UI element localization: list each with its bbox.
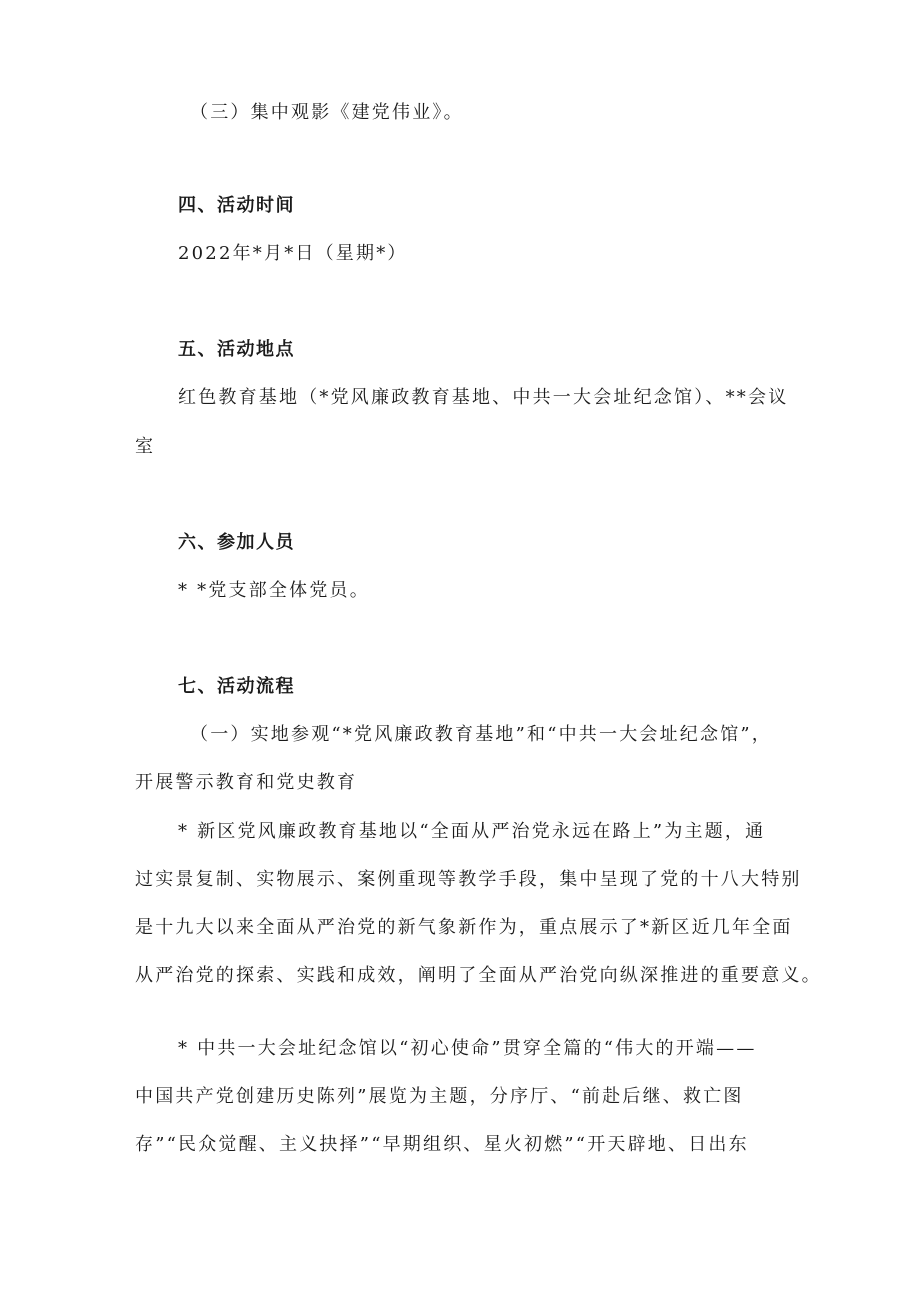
section-6-heading: 六、参加人员 [178, 532, 295, 553]
memorial-description-line-1: * 中共一大会址纪念馆以“初心使命”贯穿全篇的“伟大的开端—— [178, 1038, 757, 1059]
process-item-1-line-1: （一）实地参观“*党风廉政教育基地”和“中共一大会址纪念馆”， [190, 724, 773, 745]
base-description-line-4: 从严治党的探索、实践和成效，阐明了全面从严治党向纵深推进的重要意义。 [135, 965, 822, 986]
base-description-line-2: 过实景复制、实物展示、案例重现等教学手段，集中呈现了党的十八大特别 [135, 869, 802, 890]
section-5-heading: 五、活动地点 [178, 339, 295, 360]
participants-text: * *党支部全体党员。 [178, 580, 370, 601]
base-description-line-3: 是十九大以来全面从严治党的新气象新作为，重点展示了*新区近几年全面 [135, 917, 793, 938]
section-4-heading: 四、活动时间 [178, 195, 295, 216]
base-description-line-1: * 新区党风廉政教育基地以“全面从严治党永远在路上”为主题，通 [178, 821, 766, 842]
memorial-description-line-3: 存”“民众觉醒、主义抉择”“早期组织、星火初燃”“开天辟地、日出东 [135, 1134, 749, 1155]
activity-location-line-1: 红色教育基地（*党风廉政教育基地、中共一大会址纪念馆）、**会议 [178, 387, 789, 408]
item-3-film-viewing: （三）集中观影《建党伟业》。 [190, 102, 464, 123]
memorial-description-line-2: 中国共产党创建历史陈列”展览为主题，分序厅、“前赴后继、救亡图 [135, 1086, 744, 1107]
process-item-1-line-2: 开展警示教育和党史教育 [135, 772, 358, 793]
activity-location-line-2: 室 [135, 436, 156, 457]
section-7-heading: 七、活动流程 [178, 676, 295, 697]
activity-time-text: 2022年*月*日（星期*） [178, 243, 408, 264]
